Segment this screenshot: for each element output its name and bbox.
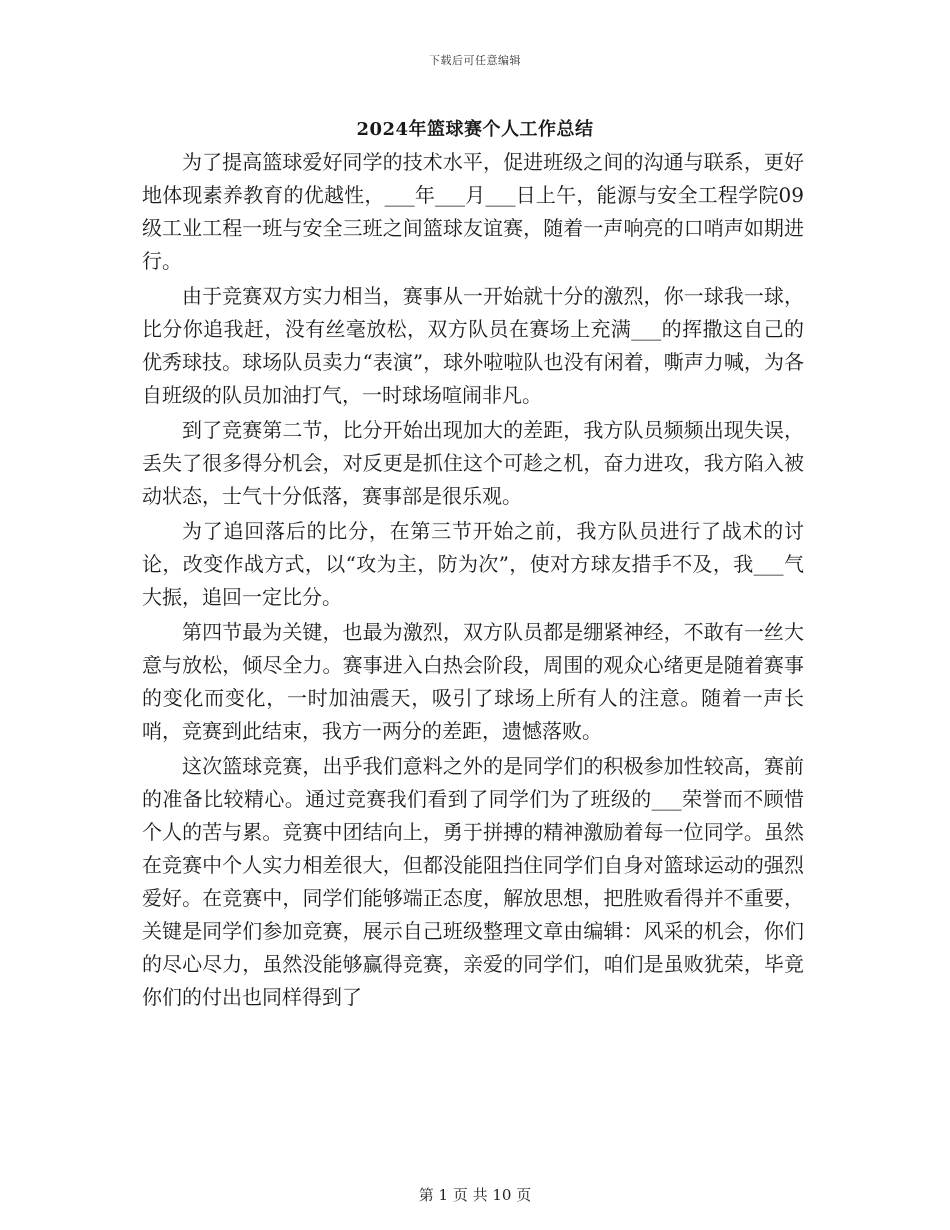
paragraph-3: 到了竞赛第二节，比分开始出现加大的差距，我方队员频频出现失误，丢失了很多得分机会，对反更是抓住这个可趁之机，奋力进攻，我方陷入被动状态，士气十分低落，赛事部是很乐观。 [142,418,804,508]
paragraph-4: 为了追回落后的比分，在第三节开始之前，我方队员进行了战术的讨论，改变作战方式，以“攻为主，防为次”，使对方球友措手不及，我___气大振，追回一定比分。 [142,519,804,609]
page-number: 第 1 页 共 10 页 [418,1186,532,1204]
paragraph-2: 由于竞赛双方实力相当，赛事从一开始就十分的激烈，你一球我一球，比分你追我赶，没有丝毫放松，双方队员在赛场上充满___的挥撒这自己的优秀球技。球场队员卖力“表演”，球外啦啦队也没有闲着，嘶声力喊，为各自班级的队员加油打气，一时球场喧闹非凡。 [142,284,804,407]
paragraph-5: 第四节最为关键，也最为激烈，双方队员都是绷紧神经，不敢有一丝大意与放松，倾尽全力。赛事进入白热会阶段，周围的观众心绪更是随着赛事的变化而变化，一时加油震天，吸引了球场上所有人的注意。随着一声长哨，竞赛到此结束，我方一两分的差距，遗憾落败。 [142,620,804,743]
document-body [142,146,804,1016]
page-header-note: 下载后可任意编辑 [429,54,521,67]
paragraph-6: 这次篮球竞赛，出乎我们意料之外的是同学们的积极参加性较高，赛前的准备比较精心。通过竞赛我们看到了同学们为了班级的___荣誉而不顾惜个人的苦与累。竞赛中团结向上，勇于拼搏的精神激励着每一位同学。虽然在竞赛中个人实力相差很大，但都没能阻挡住同学们自身对篮球运动的强烈爱好。在竞赛中，同学们能够端正态度，解放思想，把胜败看得并不重要，关键是同学们参加竞赛，展示自己班级整理文章由编辑：风采的机会，你们的尽心尽力，虽然没能够赢得竞赛，亲爱的同学们，咱们是虽败犹荣，毕竟你们的付出也同样得到了 [142,754,804,1009]
document-title: 2024年篮球赛个人工作总结 [356,119,594,140]
paragraph-1: 为了提高篮球爱好同学的技术水平，促进班级之间的沟通与联系，更好地体现素养教育的优越性，___年___月___日上午，能源与安全工程学院09级工业工程一班与安全三班之间篮球友谊赛，随着一声响亮的口哨声如期进行。 [142,150,804,273]
